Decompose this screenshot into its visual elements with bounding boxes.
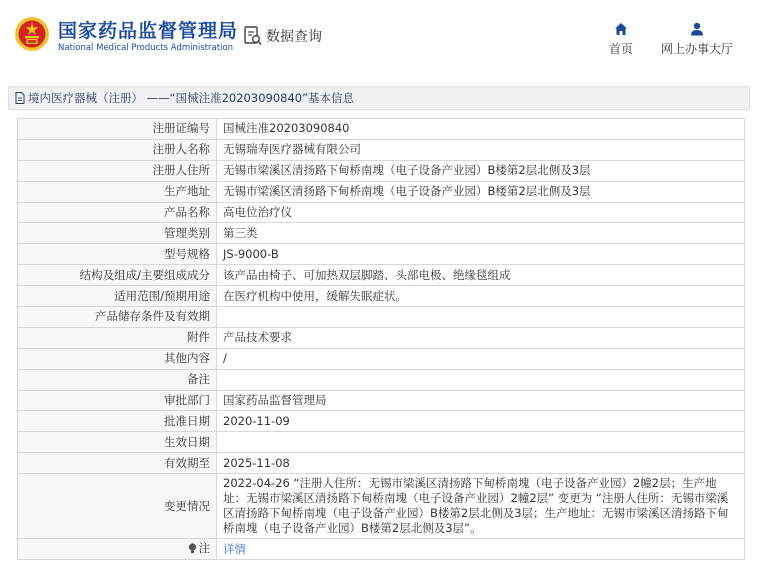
table-row: [18, 307, 745, 328]
table-row: [18, 539, 745, 560]
row-label: 生产地址: [18, 181, 217, 202]
nav-service-hall-label: 网上办事大厅: [660, 42, 733, 56]
site-logo-subtitle: National Medical Products Administration: [58, 43, 233, 53]
row-label: 适用范围/预期用途: [18, 286, 217, 307]
table-row: [18, 286, 745, 307]
table-row: [18, 139, 745, 160]
table-row: [18, 348, 745, 369]
national-emblem-icon: [14, 16, 50, 52]
row-label: 注册人名称: [18, 139, 217, 160]
nav-home[interactable]: [606, 22, 636, 57]
table-row: [18, 432, 745, 453]
row-label: 生效日期: [18, 432, 217, 453]
row-value: 高电位治疗仪: [217, 202, 745, 223]
table-row: [18, 474, 745, 539]
breadcrumb: [8, 86, 750, 110]
table-row: [18, 369, 745, 390]
table-row: [18, 181, 745, 202]
table-row: [18, 119, 745, 140]
lightbulb-icon: [188, 543, 197, 554]
row-value: 无锡市梁溪区清扬路下甸桥南塊（电子设备产业园）B楼第2层北侧及3层: [217, 181, 745, 202]
table-row: [18, 244, 745, 265]
note-label-cell: [18, 539, 217, 560]
row-label: 注册人住所: [18, 160, 217, 181]
row-value: JS-9000-B: [217, 244, 745, 265]
row-value: [217, 369, 745, 390]
row-value: 2022-04-26 “注册人住所：无锡市梁溪区清扬路下甸桥南塊（电子设备产业园）2幢2层；生产地址：无锡市梁溪区清扬路下甸桥南塊（电子设备产业园）2幢2层” 变更为 “注册人住所：无锡市梁溪区清扬路下甸桥南塊（电子设备产业园）B楼第2层北侧及3层；生产地址：无锡市梁溪区清扬路下甸桥南塊（电子设备产业园）B楼第2层北侧及3层”。: [217, 474, 745, 539]
nav-service-hall[interactable]: [658, 22, 736, 57]
row-label: 结构及组成/主要组成成分: [18, 265, 217, 286]
document-search-icon: [244, 26, 262, 46]
data-query-label: 数据查询: [266, 29, 322, 45]
row-label: 变更情况: [18, 474, 217, 539]
nav-home-label: 首页: [608, 42, 633, 56]
data-query-link[interactable]: [244, 26, 322, 46]
home-icon: [614, 22, 628, 36]
row-label: 备注: [18, 369, 217, 390]
row-value: 产品技术要求: [217, 327, 745, 348]
row-value: [217, 307, 745, 328]
row-label: 有效期至: [18, 453, 217, 474]
user-icon: [690, 22, 704, 36]
document-icon: [15, 92, 25, 104]
row-value: 无锡瑞寿医疗器械有限公司: [217, 139, 745, 160]
row-value: /: [217, 348, 745, 369]
row-value: 国械注准20203090840: [217, 119, 745, 140]
table-row: [18, 265, 745, 286]
row-value: 第三类: [217, 223, 745, 244]
table-row: [18, 327, 745, 348]
table-row: [18, 411, 745, 432]
table-row: [18, 202, 745, 223]
row-label: 产品名称: [18, 202, 217, 223]
row-label: 管理类别: [18, 223, 217, 244]
row-value: 2020-11-09: [217, 411, 745, 432]
note-value-cell: [217, 539, 745, 560]
note-label-text: 注: [198, 540, 210, 555]
row-label: 批准日期: [18, 411, 217, 432]
site-header: [0, 0, 758, 72]
row-label: 其他内容: [18, 348, 217, 369]
row-value: 国家药品监督管理局: [217, 390, 745, 411]
note-label: [188, 541, 211, 556]
row-value: 无锡市梁溪区清扬路下甸桥南塊（电子设备产业园）B楼第2层北侧及3层: [217, 160, 745, 181]
row-label: 产品储存条件及有效期: [18, 307, 217, 328]
row-value: 该产品由椅子、可加热双层脚踏、头部电极、绝缘毯组成: [217, 265, 745, 286]
detail-link[interactable]: 详情: [223, 541, 246, 556]
row-value: [217, 432, 745, 453]
table-row: [18, 223, 745, 244]
table-row: [18, 390, 745, 411]
row-label: 型号规格: [18, 244, 217, 265]
table-row: [18, 160, 745, 181]
site-logo-title[interactable]: 国家药品监督管理局: [58, 20, 239, 42]
registration-info-table: [17, 118, 745, 560]
row-value: 在医疗机构中使用，缓解失眠症状。: [217, 286, 745, 307]
row-label: 注册证编号: [18, 119, 217, 140]
row-label: 审批部门: [18, 390, 217, 411]
table-row: [18, 453, 745, 474]
row-label: 附件: [18, 327, 217, 348]
row-value: 2025-11-08: [217, 453, 745, 474]
breadcrumb-text: 境内医疗器械（注册） ——“国械注准20203090840”基本信息: [28, 91, 355, 105]
